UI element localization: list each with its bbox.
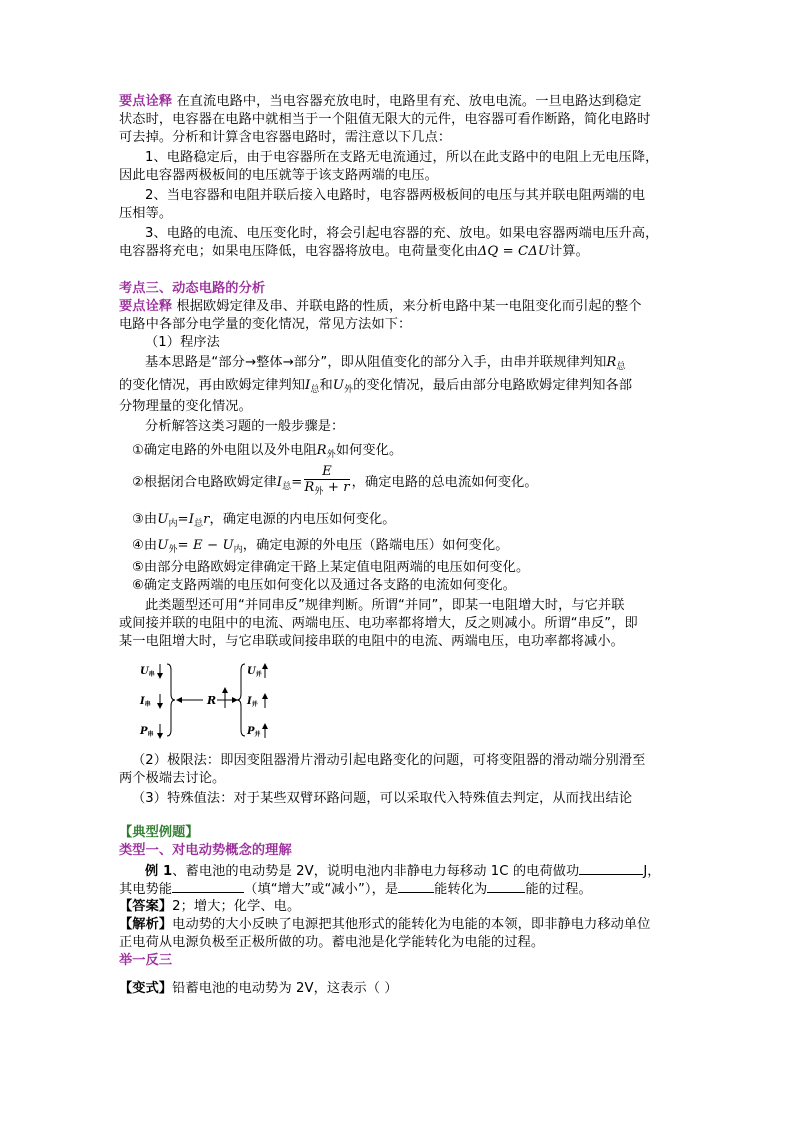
question-label: 例 1 bbox=[145, 864, 173, 879]
right-brace bbox=[237, 664, 245, 736]
question-line-1: 例 1、蓄电池的电动势是 2V，说明电池内非静电力每移动 1C 的电荷做功 J， bbox=[145, 864, 661, 879]
question-line-2: 其电势能 （填“增大”或“减小”），是 能转化为 能的过程。 bbox=[119, 882, 592, 897]
s3-basic-1: 基本思路是“部分→整体→部分”，即从阻值变化的部分入手，由串并联规律判知$R_总$ bbox=[145, 355, 626, 372]
method-2a: （2）极限法：即因变阻器滑片滑动引起电路变化的问题，可将变阻器的滑动端分别滑至 bbox=[132, 753, 646, 768]
step-6: ⑥确定支路两端的电压如何变化以及通过各支路的电流如何变化。 bbox=[132, 578, 516, 593]
p-parallel-label: $P_并$ bbox=[247, 726, 261, 738]
p1-line-3: 可去掉。分析和计算含电容器电路时，需注意以下几点： bbox=[119, 130, 452, 145]
blank-3 bbox=[398, 880, 434, 893]
p1-line-1: 要点诠释 在直流电路中，当电容器充放电时，电路里有充、放电电流。一旦电路达到稳定 bbox=[119, 94, 642, 109]
parallel-series-diagram bbox=[137, 658, 277, 742]
s3-line-2: 电路中各部分电学量的变化情况，常见方法如下： bbox=[119, 317, 412, 332]
p1-item-1a: 1、电路稳定后，由于电容器所在支路无电流通过，所以在此支路中的电阻上无电压降， bbox=[145, 150, 659, 165]
p-series-label: $P_串$ bbox=[140, 726, 154, 738]
i-parallel-label: $I_并$ bbox=[247, 696, 258, 708]
key-point-label: 要点诠释 bbox=[119, 94, 173, 109]
variant-line: 【变式】铅蓄电池的电动势为 2V，这表示（ ） bbox=[119, 981, 398, 996]
method-1-title: （1）程序法 bbox=[145, 335, 220, 350]
ohm-fraction: $\frac{E}{R_外 + r}$ bbox=[304, 464, 350, 497]
steps-intro: 分析解答这类习题的一般步骤是： bbox=[145, 419, 345, 434]
s3-basic-3: 分物理量的变化情况。 bbox=[119, 399, 252, 414]
blank-2 bbox=[172, 880, 244, 893]
explanation-line-2: 正电荷从电源负极至正极所做的功。蓄电池是化学能转化为电能的过程。 bbox=[119, 935, 545, 950]
p1-item-2b: 压相等。 bbox=[119, 206, 173, 221]
explanation-line-1: 【解析】电动势的大小反映了电源把其他形式的能转化为电能的本领，即非静电力移动单位 bbox=[119, 917, 651, 932]
blank-1 bbox=[579, 862, 643, 875]
left-brace bbox=[167, 664, 175, 736]
more-practice-heading: 举一反三 bbox=[119, 953, 173, 968]
p1-item-3a: 3、电路的电流、电压变化时，将会引起电容器的充、放电。如果电容器两端电压升高， bbox=[145, 226, 659, 241]
step-1: ①确定电路的外电阻以及外电阻$R_外$如何变化。 bbox=[132, 443, 403, 460]
i-series-label: $I_串$ bbox=[140, 696, 151, 708]
u-series-label: $U_串$ bbox=[140, 666, 155, 678]
step-4: ④由$U_外= E - U_内$，确定电源的外电压（路端电压）如何变化。 bbox=[132, 538, 509, 555]
p1-item-3b: 电容器将充电；如果电压降低，电容器将放电。电荷量变化由ΔQ = CΔU计算。 bbox=[119, 244, 589, 259]
method-3: （3）特殊值法：对于某些双臂环路问题，可以采取代入特殊值去判定，从而找出结论 bbox=[132, 791, 633, 806]
rule-line-1: 此类题型还可用“并同串反”规律判断。所谓“并同”，即某一电阻增大时，与它并联 bbox=[145, 598, 625, 613]
charge-formula: ΔQ = CΔU bbox=[477, 244, 550, 259]
key-point-label-2: 要点诠释 bbox=[119, 299, 173, 314]
step-2: ②根据闭合电路欧姆定律$I_总=$ $\frac{E}{R_外 + r}$ ，确定电路的总电流如何变化。 bbox=[132, 464, 538, 504]
section-3-title: 考点三、动态电路的分析 bbox=[119, 281, 266, 296]
type-1-title: 类型一、对电动势概念的理解 bbox=[119, 843, 292, 858]
examples-heading: 【典型例题】 bbox=[119, 825, 199, 840]
p1-item-2a: 2、当电容器和电阻并联后接入电路时，电容器两极板间的电压与其并联电阻两端的电 bbox=[145, 188, 646, 203]
blank-4 bbox=[487, 880, 525, 893]
u-parallel-label: $U_并$ bbox=[247, 666, 262, 678]
method-2b: 两个极端去讨论。 bbox=[119, 771, 226, 786]
step-5: ⑤由部分电路欧姆定律确定干路上某定值电阻两端的电压如何变化。 bbox=[132, 560, 530, 575]
p1-item-1b: 因此电容器两极板间的电压就等于该支路两端的电压。 bbox=[119, 168, 438, 183]
s3-basic-2: 的变化情况，再由欧姆定律判知$I_总$和$U_外$的变化情况，最后由部分电路欧姆定律判知各部 bbox=[119, 378, 633, 395]
step-3: ③由$U_内=I_总r$，确定电源的内电压如何变化。 bbox=[132, 512, 396, 529]
p1-line-2: 状态时，电容器在电路中就相当于一个阻值无限大的元件，电容器可看作断路，简化电路时 bbox=[119, 112, 651, 127]
rule-line-3: 某一电阻增大时，与它串联或间接串联的电阻中的电流、两端电压，电功率都将减小。 bbox=[119, 634, 624, 649]
answer-line: 【答案】2；增大；化学、电。 bbox=[119, 899, 301, 914]
r-label: R bbox=[207, 694, 217, 707]
rule-line-2: 或间接并联的电阻中的电流、两端电压、电功率都将增大，反之则减小。所谓“串反”，即 bbox=[119, 616, 638, 631]
s3-line-1: 要点诠释 根据欧姆定律及串、并联电路的性质，来分析电路中某一电阻变化而引起的整个 bbox=[119, 299, 642, 314]
